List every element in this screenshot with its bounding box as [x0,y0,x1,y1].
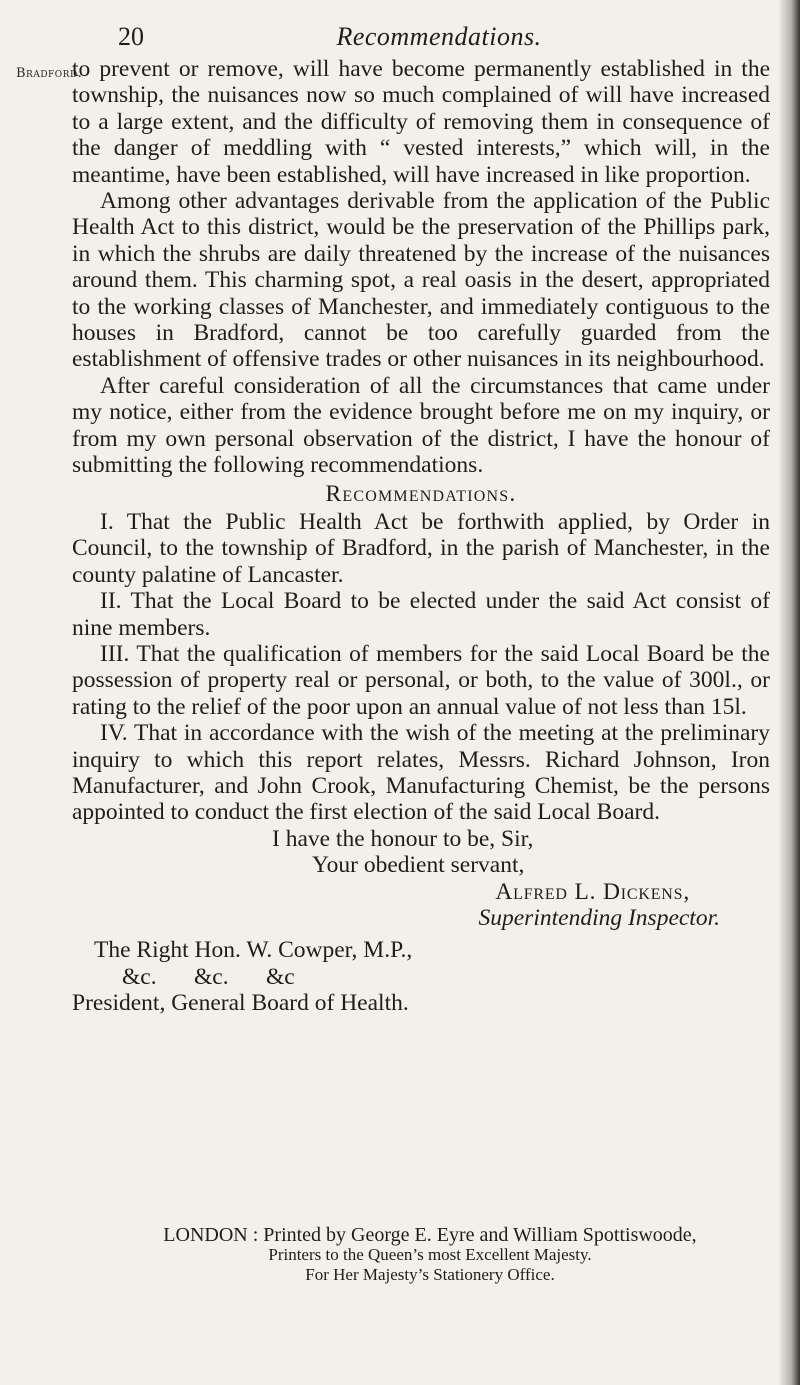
imprint-line: Printers to the Queen’s most Excellent Majesty. [268,1245,592,1264]
running-title: Recommendations. [336,22,542,51]
imprint-line: LONDON : Printed by George E. Eyre and William Spottiswoode, [163,1224,697,1246]
signatory-title: Superintending Inspector. [478,905,720,931]
page-number: 20 [118,22,144,51]
closing-line: Your obedient servant, [312,852,525,879]
page-edge-shadow [778,0,800,1385]
recommendation-item: II. That the Local Board to be elected under the said Act consist of nine members. [72,588,770,641]
addressee-office: President, General Board of Health. [72,990,409,1017]
addressee-name: The Right Hon. W. Cowper, M.P., [94,937,413,964]
recommendations-heading: Recommendations. [325,480,517,507]
addressee-etc: &c. &c. &c [122,963,295,990]
printer-imprint [120,1225,740,1285]
recommendation-item: III. That the qualification of members for the said Local Board be the possession of property real or personal, or both, to the value of 300l., or rating to the relief of the poor upon an annual value of not less than 15l. [72,640,770,720]
body-text [72,56,770,1017]
page-header [118,22,760,58]
imprint-line: For Her Majesty’s Stationery Office. [305,1265,555,1284]
paragraph: to prevent or remove, will have become permanently established in the township, the nuisances now so much complained of will have increased to a large extent, and the difficulty of removing them in consequence of the danger of meddling with “ vested interests,” which will, in the meantime, have been established, will have increased in like proportion. [72,56,770,188]
paragraph: After careful consideration of all the circumstances that came under my notice, either from the evidence brought before me on my inquiry, or from my own personal observation of the district, I have the honour of submitting the following recommendations. [72,372,770,479]
recommendation-item: I. That the Public Health Act be forthwith applied, by Order in Council, to the township of Bradford, in the parish of Manchester, in the county palatine of Lancaster. [72,508,770,588]
recommendation-item: IV. That in accordance with the wish of the meeting at the preliminary inquiry to which this report relates, Messrs. Richard Johnson, Iron Manufacturer, and John Crook, Manufacturing Chemist, be the persons appointed to conduct the first election of the said Local Board. [72,720,770,826]
signatory-name: Alfred L. Dickens, [495,878,690,905]
closing-line: I have the honour to be, Sir, [272,825,534,852]
paragraph: Among other advantages derivable from the application of the Public Health Act to this district, would be the preservation of the Phillips park, in which the shrubs are daily threatened by the increase of the nuisances around them. This charming spot, a real oasis in the desert, appropriated to the working classes of Manchester, and immediately contiguous to the houses in Bradford, cannot be too carefully guarded from the establishment of offensive trades or other nuisances in its neighbourhood. [72,188,770,373]
margin-note: Bradford. [16,66,83,81]
